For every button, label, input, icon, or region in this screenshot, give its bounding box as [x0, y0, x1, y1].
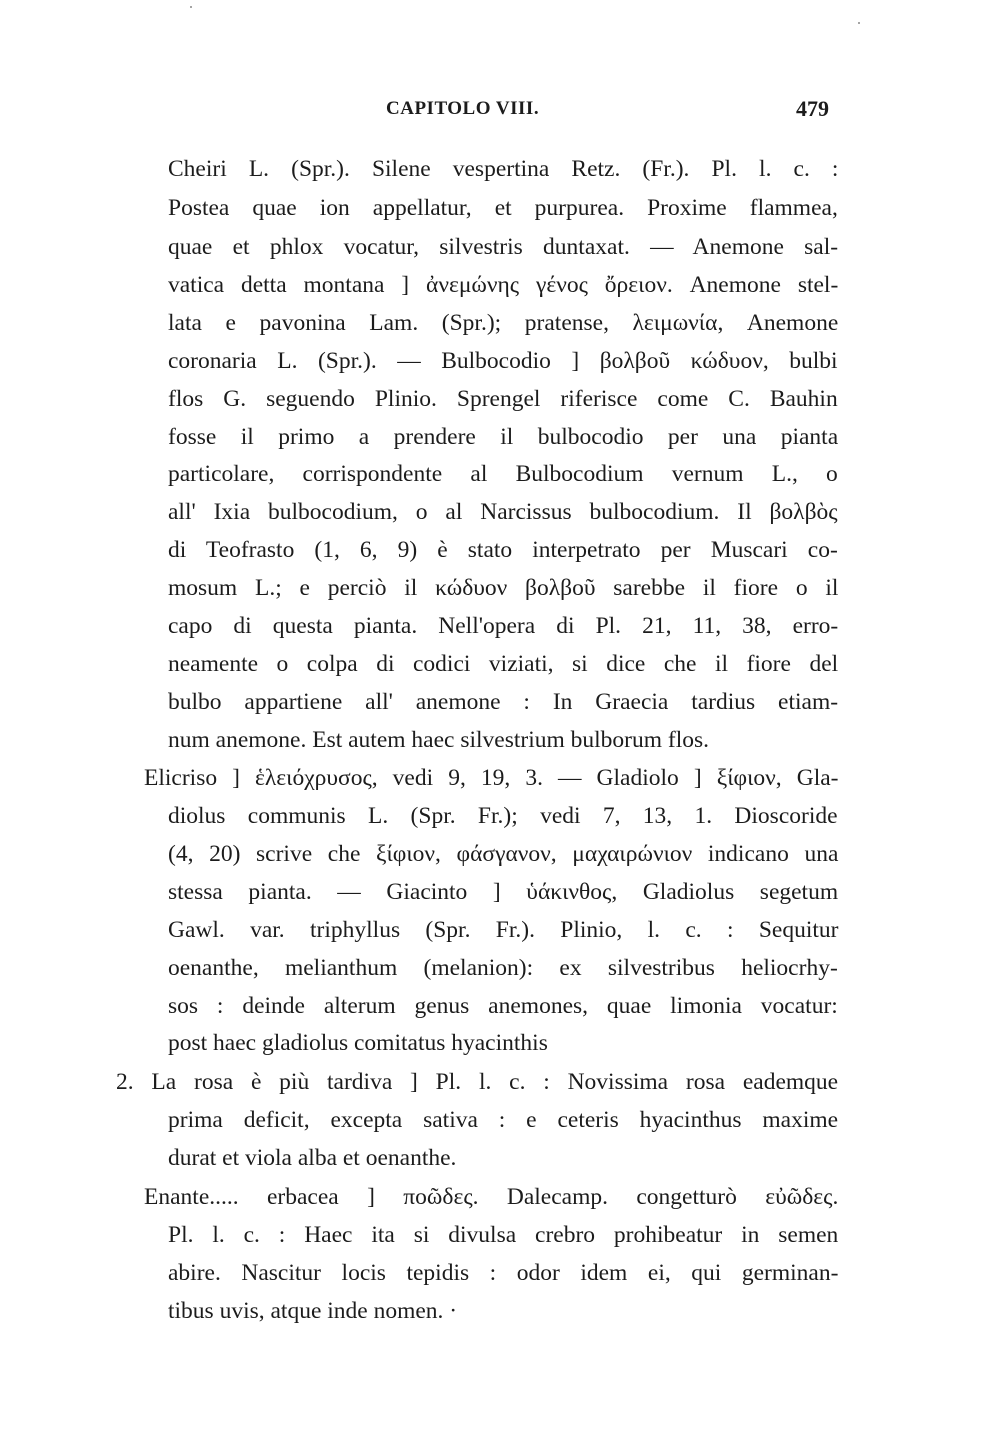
text-line: mosum L.; e perciò il κώδυον βολβοῦ sarebbe il fiore o il: [168, 575, 839, 601]
text-line: Enante..... erbacea ] ποῶδες. Dalecamp. congetturò εὐῶδες.: [144, 1184, 839, 1210]
text-line: abire. Nascitur locis tepidis : odor idem ei, qui germinan-: [168, 1260, 839, 1286]
text-line: quae et phlox vocatur, silvestris duntaxat. — Anemone sal-: [168, 234, 839, 260]
text-line: lata e pavonina Lam. (Spr.); pratense, λειμωνία, Anemone: [168, 310, 839, 336]
text-line: sos : deinde alterum genus anemones, quae limonia vocatur:: [168, 993, 838, 1019]
text-line: 2. La rosa è più tardiva ] Pl. l. c. : Novissima rosa eademque: [116, 1069, 839, 1095]
text-line: (4, 20) scrive che ξίφιον, φάσγανον, μαχαιρώνιον indicano una: [168, 841, 839, 867]
page-number: 479: [796, 96, 829, 121]
text-line: vatica detta montana ] ἀνεμώνης γένος ὄρειον. Anemone stel-: [168, 272, 839, 298]
text-line: Postea quae ion appellatur, et purpurea. Proxime flammea,: [168, 195, 838, 221]
running-title: CAPITOLO VIII.: [386, 98, 540, 119]
text-line: Cheiri L. (Spr.). Silene vespertina Retz. (Fr.). Pl. l. c. :: [168, 156, 839, 182]
text-line: prima deficit, excepta sativa : e ceteris hyacinthus maxime: [168, 1107, 839, 1133]
text-line: num anemone. Est autem haec silvestrium bulborum flos.: [168, 727, 710, 753]
text-line: coronaria L. (Spr.). — Bulbocodio ] βολβοῦ κώδυον, bulbi: [168, 348, 838, 374]
scan-speck: [858, 22, 860, 24]
text-line: particolare, corrispondente al Bulbocodium vernum L., o: [168, 461, 838, 487]
text-line: flos G. seguendo Plinio. Sprengel riferisce come C. Bauhin: [168, 386, 838, 412]
text-line: oenanthe, melianthum (melanion): ex silvestribus heliocrhy-: [168, 955, 838, 981]
text-line: di Teofrasto (1, 6, 9) è stato interpetrato per Muscari co-: [168, 537, 838, 563]
text-line: fosse il primo a prendere il bulbocodio per una pianta: [168, 424, 839, 450]
scan-speck: [190, 6, 192, 8]
text-line: neamente o colpa di codici viziati, si dice che il fiore del: [168, 651, 839, 677]
text-line: diolus communis L. (Spr. Fr.); vedi 7, 13, 1. Dioscoride: [168, 803, 838, 829]
text-line: capo di questa pianta. Nell'opera di Pl. 21, 11, 38, erro-: [168, 613, 839, 639]
text-line: post haec gladiolus comitatus hyacinthis: [168, 1030, 548, 1056]
text-line: all' Ixia bulbocodium, o al Narcissus bulbocodium. Il βολβὸς: [168, 499, 838, 525]
text-line: Pl. l. c. : Haec ita si divulsa crebro prohibeatur in semen: [168, 1222, 839, 1248]
text-line: Elicriso ] ἑλειόχρυσος, vedi 9, 19, 3. — Gladiolo ] ξίφιον, Gla-: [144, 765, 839, 791]
text-line: stessa pianta. — Giacinto ] ὑάκινθος, Gladiolus segetum: [168, 879, 839, 905]
text-line: durat et viola alba et oenanthe.: [168, 1145, 457, 1171]
text-line: bulbo appartiene all' anemone : In Graecia tardius etiam-: [168, 689, 839, 715]
text-line: Gawl. var. triphyllus (Spr. Fr.). Plinio, l. c. : Sequitur: [168, 917, 839, 943]
text-line: tibus uvis, atque inde nomen. ·: [168, 1298, 458, 1324]
